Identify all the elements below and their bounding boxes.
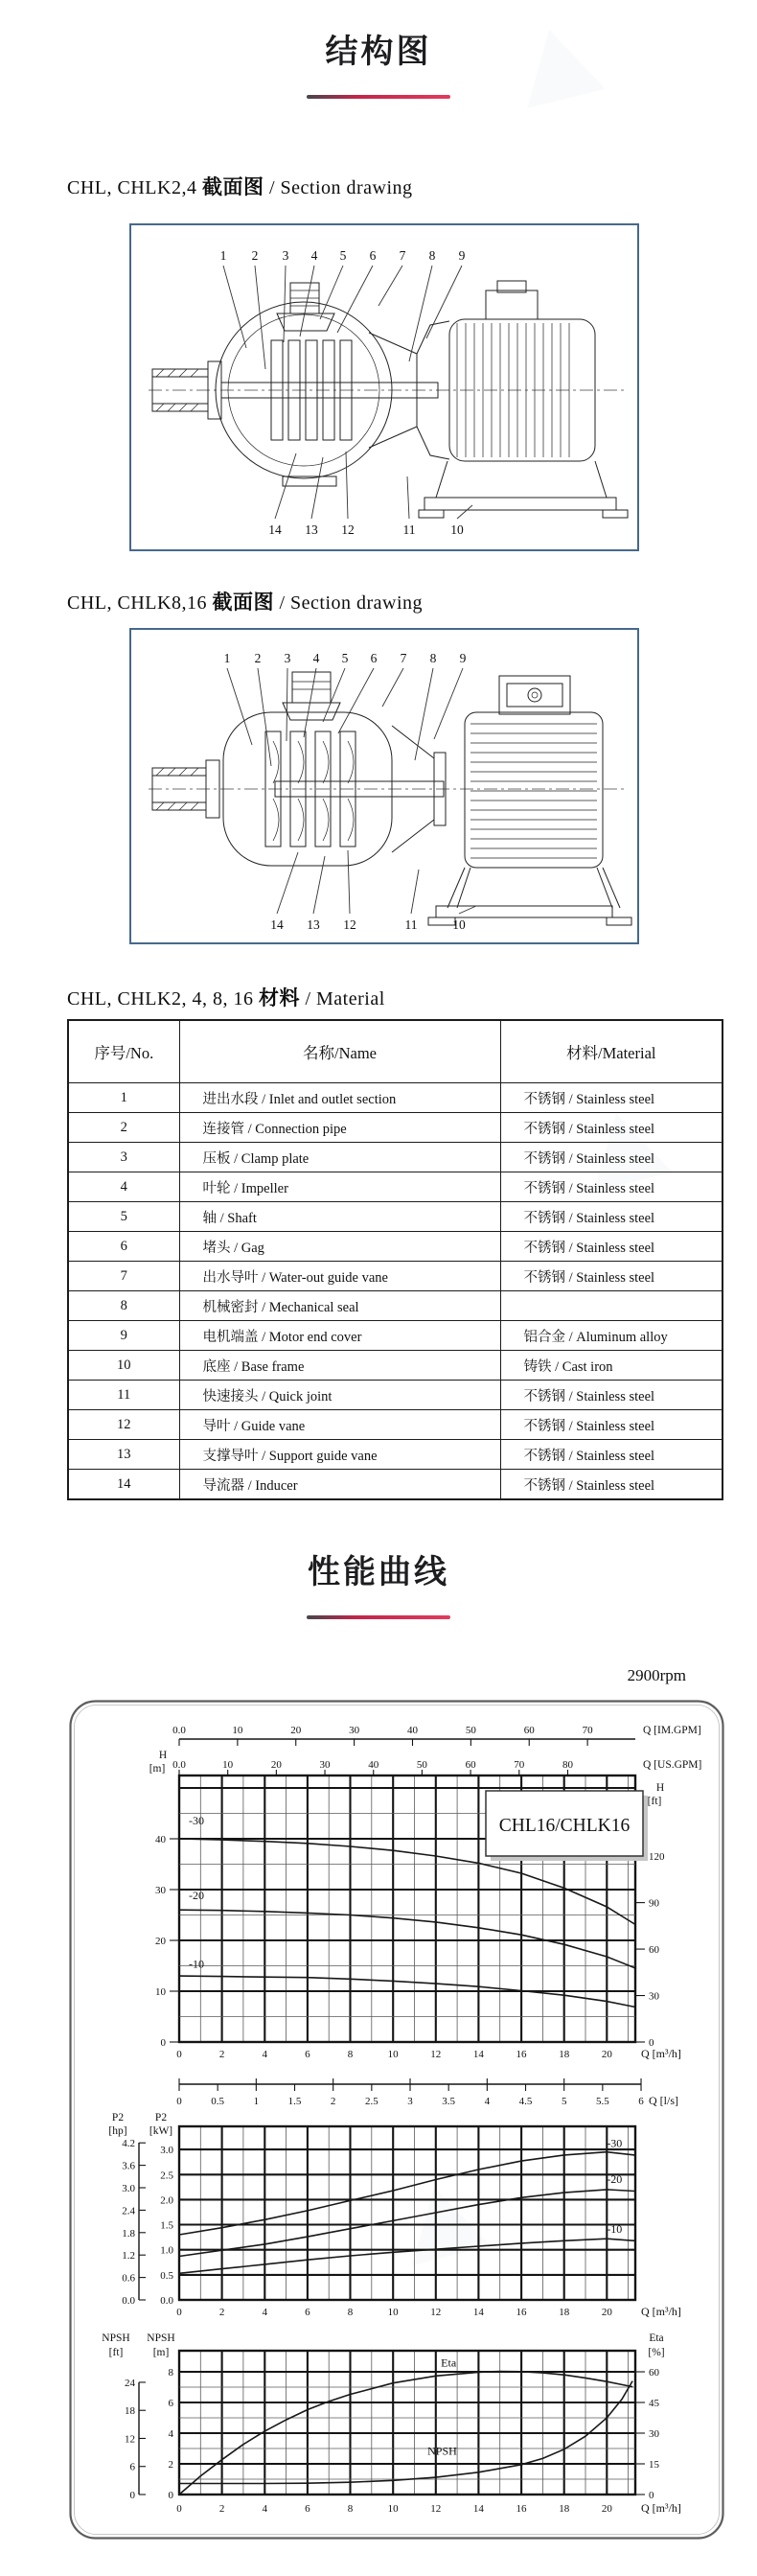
chart-text: 12 (430, 2049, 442, 2060)
chart-text: 3.0 (160, 2145, 173, 2157)
chart-text: Q [m³/h] (641, 2305, 681, 2318)
section-drawing-box-1 (129, 223, 639, 551)
table-row (68, 1202, 723, 1232)
chart-text: 10 (387, 2049, 399, 2060)
chart-text: 30 (649, 2428, 659, 2440)
section-heading-prefix: CHL, CHLK2, 4, 8, 16 (67, 988, 259, 1010)
cell-no: 6 (68, 1232, 179, 1262)
cell-material: 不锈钢 / Stainless steel (500, 1172, 723, 1202)
table-row (68, 1083, 723, 1113)
chart-text: 0.0 (172, 1759, 186, 1771)
table-header-no: 序号/No. (68, 1020, 179, 1083)
table-row (68, 1440, 723, 1470)
cell-material: 不锈钢 / Stainless steel (500, 1262, 723, 1291)
chart-text: 4 (168, 2428, 173, 2440)
leader-line (409, 266, 432, 361)
leader-line (457, 505, 472, 519)
leader-line (415, 668, 433, 760)
chart-model-label: CHL16/CHLK16 (498, 1816, 631, 1836)
chart-text: 60 (465, 1759, 476, 1771)
chart-text: 10 (222, 1759, 234, 1771)
chart-text: 50 (465, 1725, 476, 1736)
rpm-label: 2900rpm (627, 1666, 686, 1684)
chart-text: H (655, 1782, 665, 1794)
cell-name: 连接管 / Connection pipe (179, 1113, 500, 1143)
title-underline (307, 1615, 450, 1619)
chart-text: [m] (152, 2347, 170, 2358)
cell-material: 不锈钢 / Stainless steel (500, 1083, 723, 1113)
chart-text: 14 (472, 2307, 484, 2318)
pump-section-drawing-chl816 (131, 630, 637, 942)
cell-name: 堵头 / Gag (179, 1232, 500, 1262)
cell-material: 铝合金 / Aluminum alloy (500, 1321, 723, 1351)
section-heading-prefix: CHL, CHLK2,4 (67, 177, 202, 198)
chart-text: [%] (648, 2347, 665, 2358)
part-number-label: 3 (282, 248, 289, 263)
chart-text: 70 (514, 1759, 525, 1771)
chart-text: 6 (168, 2398, 173, 2409)
curve--20 (179, 1910, 634, 1967)
chart-text: 16 (516, 2049, 527, 2060)
cell-name: 进出水段 / Inlet and outlet section (179, 1083, 500, 1113)
chart-text: 1.8 (122, 2227, 135, 2239)
chart-text: [ft] (108, 2347, 124, 2358)
chart-text: 2 (218, 2503, 225, 2515)
leader-line (378, 266, 402, 306)
chart-text: 8 (347, 2049, 354, 2060)
chart-text: 3.6 (122, 2160, 135, 2172)
cell-no: 8 (68, 1291, 179, 1321)
cell-material: 不锈钢 / Stainless steel (500, 1440, 723, 1470)
chart-text: [kW] (149, 2125, 173, 2137)
leader-line (255, 266, 265, 369)
cell-no: 1 (68, 1083, 179, 1113)
chart-text: 14 (472, 2503, 484, 2515)
chart-text: 6 (305, 2049, 310, 2060)
table-row (68, 1470, 723, 1500)
cell-name: 电机端盖 / Motor end cover (179, 1321, 500, 1351)
chart-text: 60 (649, 2367, 659, 2379)
curve--30 (179, 2152, 634, 2235)
part-number-label: 6 (370, 651, 378, 665)
chart-text: 0 (160, 2037, 166, 2049)
chart-text: 2 (330, 2096, 336, 2107)
chart-text: 10 (387, 2503, 399, 2515)
chart-text: 60 (523, 1725, 535, 1736)
chart-text: 18 (559, 2307, 570, 2318)
curve--10 (179, 2239, 634, 2273)
part-number-label: 6 (369, 248, 377, 263)
part-number-label: 10 (452, 917, 466, 932)
chart-text: 0.5 (211, 2096, 225, 2107)
chart-text: 2.5 (364, 2096, 378, 2107)
section-heading-cjk: 截面图 (212, 591, 274, 614)
part-number-label: 7 (399, 248, 406, 263)
part-number-label: 13 (307, 917, 320, 932)
chart-text: Eta (649, 2332, 664, 2344)
chart-text: 20 (601, 2049, 612, 2060)
chart-text: 10 (155, 1986, 166, 1998)
chart-text: 20 (270, 1759, 282, 1771)
chart-text: 18 (125, 2405, 135, 2418)
chart-text: 1.2 (122, 2250, 135, 2263)
table-row (68, 1351, 723, 1381)
chart-text: 1 (253, 2096, 260, 2107)
cell-material: 铸铁 / Cast iron (500, 1351, 723, 1381)
chart-text: 45 (649, 2398, 659, 2409)
cell-name: 叶轮 / Impeller (179, 1172, 500, 1202)
chart-text: 12 (430, 2307, 442, 2318)
part-number-label: 14 (268, 522, 282, 537)
part-number-label: 13 (305, 522, 318, 537)
chart-text: [hp] (108, 2125, 127, 2137)
part-number-label: 2 (254, 651, 262, 665)
chart-text: 40 (155, 1834, 166, 1845)
chart-text: 12 (430, 2503, 442, 2515)
chart-text: 30 (349, 1725, 360, 1736)
part-number-label: 9 (459, 651, 467, 665)
leader-line (434, 668, 463, 739)
part-number-label: 9 (458, 248, 466, 263)
section-heading-suffix: / Material (299, 988, 385, 1010)
cell-name: 快速接头 / Quick joint (179, 1381, 500, 1410)
chart-text: 2 (168, 2459, 173, 2471)
part-number-label: 8 (428, 248, 436, 263)
chart-text: NPSH (102, 2332, 130, 2344)
chart-text: 30 (155, 1885, 166, 1896)
chart-text: Eta (441, 2356, 457, 2370)
leader-line (277, 852, 298, 914)
chart-text: Q [l/s] (649, 2094, 678, 2107)
part-number-label: 7 (400, 651, 407, 665)
chart-text: 5.5 (595, 2096, 609, 2107)
leader-line (337, 266, 373, 333)
chart-text: 8 (347, 2307, 354, 2318)
part-number-label: 2 (251, 248, 259, 263)
part-number-label: 12 (343, 917, 356, 932)
chart-text: -30 (607, 2136, 623, 2150)
section-drawing-box-2 (129, 628, 639, 944)
chart-text: 8 (168, 2367, 173, 2379)
leader-line (311, 457, 323, 519)
leader-line (258, 668, 271, 766)
chart-text: 120 (649, 1851, 665, 1864)
cell-no: 2 (68, 1113, 179, 1143)
table-row (68, 1172, 723, 1202)
section-heading-cjk: 截面图 (201, 175, 264, 198)
section-heading-suffix: / Section drawing (264, 177, 413, 198)
chart-text: 0 (176, 2049, 182, 2060)
chart-text: 0 (176, 2096, 182, 2107)
chart-text: 1.0 (160, 2244, 173, 2257)
chart-text: 0 (649, 2037, 654, 2049)
chart-text: Q [m³/h] (641, 2047, 681, 2060)
chart-text: 2.0 (160, 2194, 173, 2207)
section-heading-material (67, 983, 385, 1011)
chart-text: 2.4 (122, 2205, 135, 2217)
leader-line (459, 906, 476, 914)
part-number-label: 12 (341, 522, 355, 537)
chart-text: 6 (129, 2461, 135, 2473)
cell-no: 5 (68, 1202, 179, 1232)
chart-text: 4.2 (122, 2138, 135, 2150)
cell-no: 9 (68, 1321, 179, 1351)
chart-text: 0 (129, 2490, 135, 2501)
chart-text: 10 (232, 1725, 243, 1736)
leader-line (338, 668, 374, 733)
pump-section-drawing-chl24 (131, 225, 637, 549)
chart-text: 24 (125, 2377, 135, 2389)
cell-no: 13 (68, 1440, 179, 1470)
chart-text: [ft] (647, 1796, 662, 1807)
cell-no: 3 (68, 1143, 179, 1172)
leader-line (346, 452, 348, 519)
chart-text: 4 (262, 2307, 268, 2318)
cell-material: 不锈钢 / Stainless steel (500, 1202, 723, 1232)
chart-text: 0 (176, 2307, 182, 2318)
chart-text: 30 (649, 1990, 659, 2003)
cell-no: 4 (68, 1172, 179, 1202)
table-row (68, 1381, 723, 1410)
table-row (68, 1232, 723, 1262)
title-underline (307, 95, 450, 99)
cell-material (500, 1291, 723, 1321)
cell-material: 不锈钢 / Stainless steel (500, 1113, 723, 1143)
chart-text: 16 (516, 2503, 527, 2515)
chart-text: NPSH (147, 2332, 175, 2344)
chart-text: 6 (305, 2307, 310, 2318)
chart-text: 6 (305, 2503, 310, 2515)
part-number-label: 11 (404, 917, 418, 932)
part-number-label: 5 (341, 651, 349, 665)
leader-line (382, 668, 403, 707)
cell-name: 压板 / Clamp plate (179, 1143, 500, 1172)
chart-text: 0.0 (160, 2295, 173, 2307)
table-header-name: 名称/Name (179, 1020, 500, 1083)
leader-line (411, 870, 419, 914)
chart-text: 12 (125, 2433, 135, 2446)
chart-text: 16 (516, 2307, 527, 2318)
section-heading-chl24 (67, 172, 413, 200)
cell-no: 11 (68, 1381, 179, 1410)
chart-text: 0.0 (172, 1725, 186, 1736)
part-number-label: 11 (402, 522, 416, 537)
cell-material: 不锈钢 / Stainless steel (500, 1381, 723, 1410)
chart-text: 70 (582, 1725, 593, 1736)
chart-text: -30 (189, 1814, 205, 1828)
chart-text: 80 (562, 1759, 573, 1771)
chart-text: 20 (155, 1936, 166, 1947)
section-heading-chl816 (67, 587, 423, 615)
chart-text: Q [IM.GPM] (643, 1725, 701, 1736)
leader-line (323, 668, 345, 722)
page-title-performance: 性能曲线 (308, 1554, 449, 1590)
chart-text: Q [m³/h] (641, 2501, 681, 2515)
chart-text: 0.6 (122, 2272, 135, 2285)
chart-text: -10 (189, 1957, 205, 1971)
chart-text: P2 (111, 2112, 125, 2123)
part-number-label: 4 (310, 248, 318, 263)
cell-name: 支撑导叶 / Support guide vane (179, 1440, 500, 1470)
part-number-label: 4 (312, 651, 320, 665)
chart-text: 1.5 (287, 2096, 302, 2107)
cell-name: 出水导叶 / Water-out guide vane (179, 1262, 500, 1291)
part-number-label: 1 (223, 651, 231, 665)
part-number-label: 1 (219, 248, 227, 263)
chart-text: 3.0 (122, 2182, 135, 2194)
table-row (68, 1113, 723, 1143)
chart-text: 10 (387, 2307, 399, 2318)
cell-name: 机械密封 / Mechanical seal (179, 1291, 500, 1321)
table-row (68, 1143, 723, 1172)
part-number-label: 8 (429, 651, 437, 665)
chart-text: 0 (168, 2490, 173, 2501)
table-header-row (68, 1020, 723, 1083)
cell-no: 7 (68, 1262, 179, 1291)
leader-line (300, 266, 314, 337)
section-heading-cjk: 材料 (258, 986, 300, 1010)
chart-text: NPSH (427, 2444, 457, 2458)
cell-name: 轴 / Shaft (179, 1202, 500, 1232)
chart-text: 1.5 (160, 2219, 173, 2232)
chart-text: 4 (484, 2096, 491, 2107)
cell-name: 导叶 / Guide vane (179, 1410, 500, 1440)
chart-text: 14 (472, 2049, 484, 2060)
chart-text: 2 (218, 2307, 225, 2318)
cell-no: 12 (68, 1410, 179, 1440)
chart-text: 30 (319, 1759, 331, 1771)
chart-text: [m] (149, 1763, 166, 1775)
chart-text: 40 (368, 1759, 379, 1771)
cell-material: 不锈钢 / Stainless steel (500, 1470, 723, 1500)
part-number-label: 5 (339, 248, 347, 263)
leader-line (407, 476, 409, 519)
table-row (68, 1291, 723, 1321)
cell-material: 不锈钢 / Stainless steel (500, 1410, 723, 1440)
chart-text: 20 (290, 1725, 302, 1736)
section-heading-prefix: CHL, CHLK8,16 (67, 592, 213, 614)
chart-text: -20 (189, 1889, 205, 1903)
page-title-structure: 结构图 (325, 34, 432, 70)
chart-text: 6 (638, 2096, 644, 2107)
chart-text: H (158, 1750, 168, 1761)
table-row (68, 1321, 723, 1351)
chart-text: Q [US.GPM] (643, 1759, 702, 1771)
chart-text: P2 (154, 2112, 168, 2123)
leader-line (426, 266, 462, 338)
chart-text: 3 (407, 2096, 413, 2107)
chart-text: -10 (607, 2221, 623, 2236)
performance-curve-chart (68, 1699, 725, 2541)
chart-text: 5 (561, 2096, 567, 2107)
chart-text: 0 (176, 2503, 182, 2515)
cell-name: 导流器 / Inducer (179, 1470, 500, 1500)
chart-text: 2 (218, 2049, 225, 2060)
chart-text: 90 (649, 1897, 659, 1910)
chart-text: 3.5 (442, 2096, 456, 2107)
material-table (67, 1019, 723, 1500)
chart-text: 15 (649, 2459, 659, 2471)
cell-no: 14 (68, 1470, 179, 1500)
leader-line (313, 856, 325, 914)
chart-text: 4 (262, 2049, 268, 2060)
table-row (68, 1410, 723, 1440)
section-heading-suffix: / Section drawing (273, 592, 424, 614)
cell-material: 不锈钢 / Stainless steel (500, 1143, 723, 1172)
part-number-label: 3 (284, 651, 291, 665)
chart-text: 40 (406, 1725, 418, 1736)
chart-text: 20 (601, 2503, 612, 2515)
chart-text: 4 (262, 2503, 268, 2515)
chart-text: 50 (416, 1759, 427, 1771)
leader-line (348, 850, 350, 914)
chart-text: 60 (649, 1944, 659, 1957)
table-row (68, 1262, 723, 1291)
chart-text: 18 (559, 2503, 570, 2515)
cell-no: 10 (68, 1351, 179, 1381)
chart-text: 0 (649, 2490, 654, 2501)
chart-text: 18 (559, 2049, 570, 2060)
leader-line (320, 266, 343, 319)
cell-material: 不锈钢 / Stainless steel (500, 1232, 723, 1262)
part-number-label: 14 (270, 917, 284, 932)
part-number-label: 10 (450, 522, 464, 537)
chart-text: 8 (347, 2503, 354, 2515)
table-header-material: 材料/Material (500, 1020, 723, 1083)
cell-name: 底座 / Base frame (179, 1351, 500, 1381)
chart-text: -20 (607, 2172, 623, 2187)
chart-text: 0.5 (160, 2269, 173, 2282)
chart-text: 2.5 (160, 2170, 173, 2182)
chart-text: 4.5 (518, 2096, 533, 2107)
chart-text: 0.0 (122, 2295, 135, 2307)
chart-text: 20 (601, 2307, 612, 2318)
